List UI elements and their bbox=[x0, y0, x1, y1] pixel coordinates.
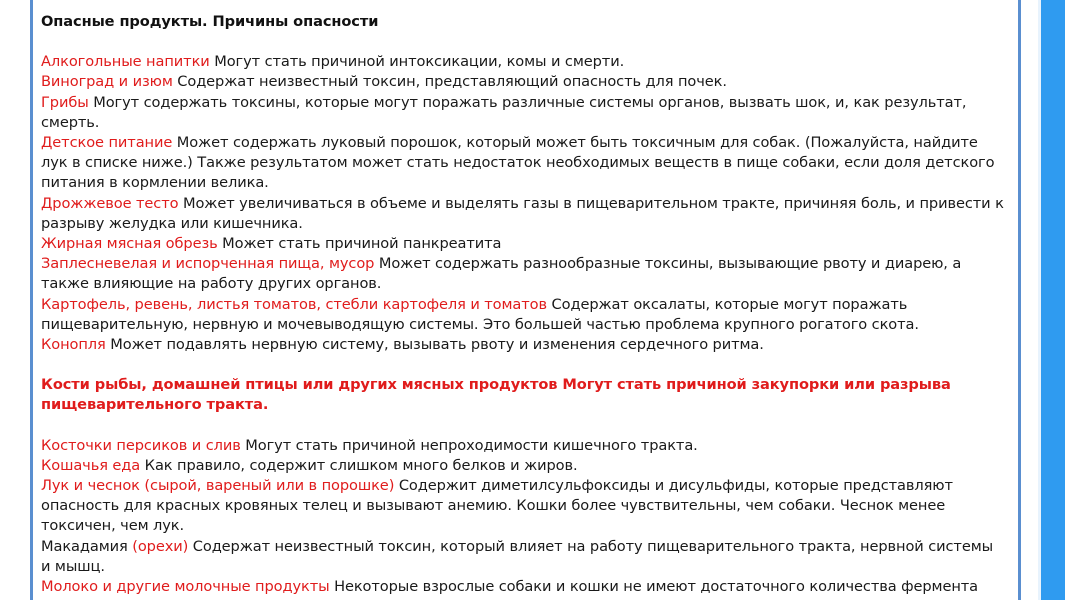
list-item bbox=[41, 476, 1006, 537]
item-name: Косточки персиков и слив bbox=[41, 436, 241, 454]
item-desc: Содержат неизвестный токсин, который влияет на работу пищеварительного тракта, нервной системы и мышц. bbox=[41, 537, 994, 575]
item-desc: Некоторые взрослые собаки и кошки не имеют достаточного количества фермента bbox=[329, 578, 979, 596]
item-desc: Может подавлять нервную систему, вызывать рвоту и изменения сердечного ритма. bbox=[105, 336, 764, 354]
list-item bbox=[41, 234, 1006, 254]
page-title: Опасные продукты. Причины опасности bbox=[41, 13, 379, 30]
list-item bbox=[41, 577, 1006, 597]
item-desc: Содержат неизвестный токсин, представляющий опасность для почек. bbox=[172, 73, 727, 91]
item-prefix: Макадамия bbox=[41, 537, 133, 555]
list-item bbox=[41, 436, 1006, 456]
item-desc: Может увеличиваться в объеме и выделять газы в пищеварительном тракте, причиняя боль, и привести к разрыву желудка или кишечника. bbox=[41, 194, 1004, 232]
item-name: Грибы bbox=[41, 93, 89, 111]
item-desc: Содержит диметилсульфоксиды и дисульфиды, которые представляют опасность для красных кровяных телец и вызывают анемию. Кошки более чувствительны, чем собаки. Чеснок менее токсичен, чем лук. bbox=[41, 477, 953, 535]
bones-warning: Кости рыбы, домашней птицы или других мясных продуктов Могут стать причиной закупорки или разрыва пищеварительного тракта. bbox=[41, 376, 951, 414]
item-name: Молоко и другие молочные продукты bbox=[41, 578, 330, 596]
list-item bbox=[41, 133, 1006, 194]
item-name: Жирная мясная обрезь bbox=[41, 235, 218, 253]
list-item bbox=[41, 295, 1006, 335]
item-desc: Содержат оксалаты, которые могут поражать пищеварительную, нервную и мочевыводящую системы. Это большей частью проблема крупного рогатого скота. bbox=[41, 295, 919, 333]
item-name: Дрожжевое тесто bbox=[41, 194, 179, 212]
list-item bbox=[41, 72, 1006, 92]
item-desc: Может содержать разнообразные токсины, вызывающие рвоту и диарею, а также влияющие на работу других органов. bbox=[41, 255, 962, 293]
list-item bbox=[41, 456, 1006, 476]
item-name: Конопля bbox=[41, 336, 106, 354]
list-item bbox=[41, 52, 1006, 72]
right-border bbox=[1018, 0, 1021, 600]
item-name: Виноград и изюм bbox=[41, 73, 173, 91]
list-item bbox=[41, 335, 1006, 355]
item-name: Алкогольные напитки bbox=[41, 53, 210, 71]
list-item bbox=[41, 194, 1006, 234]
list-item bbox=[41, 537, 1006, 577]
left-border bbox=[30, 0, 33, 600]
item-desc: Может содержать луковый порошок, который может быть токсичным для собак. (Пожалуйста, найдите лук в списке ниже.) Также результатом может стать недостаток необходимых веществ в пище собаки, если доля детского питания в кормлении велика. bbox=[41, 134, 995, 192]
scrollbar-track[interactable] bbox=[1041, 0, 1065, 600]
article-content bbox=[41, 12, 1006, 597]
item-desc: Могут содержать токсины, которые могут поражать различные системы органов, вызвать шок, и, как результат, смерть. bbox=[41, 93, 967, 131]
item-name: Кошачья еда bbox=[41, 456, 141, 474]
item-name: (орехи) bbox=[132, 537, 189, 555]
item-desc: Как правило, содержит слишком много белков и жиров. bbox=[140, 456, 578, 474]
list-item bbox=[41, 93, 1006, 133]
item-desc: Могут стать причиной интоксикации, комы и смерти. bbox=[209, 53, 625, 71]
item-desc: Может стать причиной панкреатита bbox=[217, 235, 502, 253]
item-name: Детское питание bbox=[41, 134, 173, 152]
list-item bbox=[41, 254, 1006, 294]
item-desc: Могут стать причиной непроходимости кишечного тракта. bbox=[240, 436, 698, 454]
item-name: Картофель, ревень, листья томатов, стебли картофеля и томатов bbox=[41, 295, 547, 313]
item-name: Заплесневелая и испорченная пища, мусор bbox=[41, 255, 375, 273]
item-name: Лук и чеснок (сырой, вареный или в порошке) bbox=[41, 477, 395, 495]
